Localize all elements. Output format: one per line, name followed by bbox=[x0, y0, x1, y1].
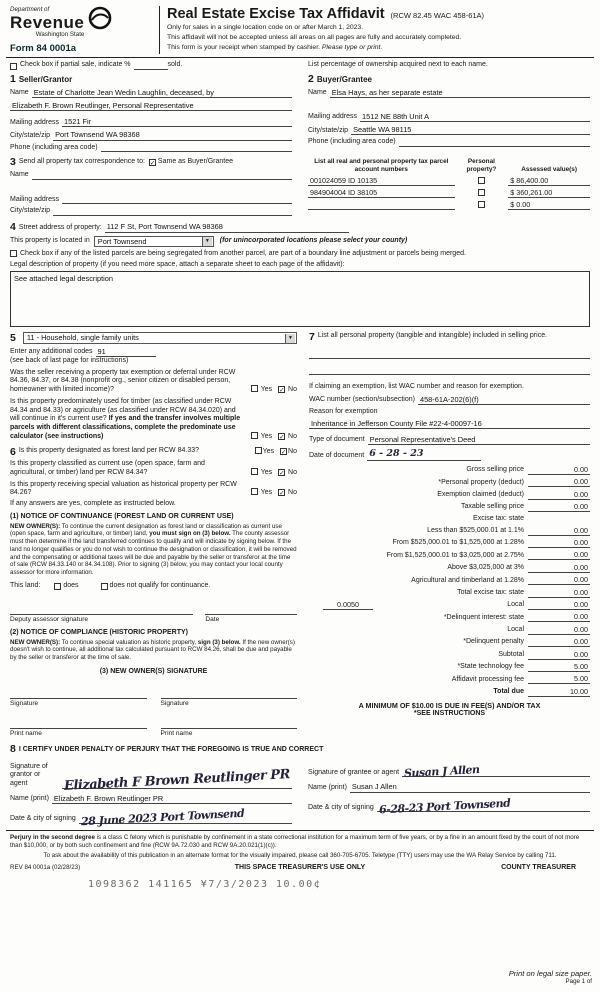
tax-label: *Delinquent interest: state bbox=[443, 613, 524, 621]
legal-description-value: See attached legal description bbox=[14, 274, 114, 284]
tax-line bbox=[309, 612, 590, 622]
date-of-document-field bbox=[367, 448, 480, 461]
additional-codes-label: Enter any additional codes bbox=[10, 348, 93, 356]
seller-name-label: Name bbox=[10, 89, 29, 97]
exemption-note: If claiming an exemption, list WAC number and reason for exemption. bbox=[309, 382, 524, 390]
parties-section bbox=[10, 74, 590, 152]
tax-label: From $1,525,000.01 to $3,025,000 at 2.75% bbox=[386, 551, 524, 559]
yes-checkbox[interactable] bbox=[251, 432, 258, 439]
form-header bbox=[10, 6, 590, 54]
correspondence-mailing-label: Mailing address bbox=[10, 195, 60, 203]
correspondence-city-label: City/state/zip bbox=[10, 207, 51, 215]
agency-state: Washington State bbox=[35, 30, 85, 38]
header-note-3b: Please type or print. bbox=[321, 43, 383, 51]
tax-line bbox=[309, 588, 590, 598]
tax-value: 0.00 bbox=[528, 600, 590, 610]
question-exemption bbox=[10, 369, 297, 395]
section-2-number: 2 bbox=[308, 73, 314, 86]
additional-codes-note: (see back of last page for instructions) bbox=[10, 356, 129, 364]
tax-value: 0.00 bbox=[528, 625, 590, 635]
tax-line bbox=[309, 477, 590, 487]
tax-line bbox=[309, 637, 590, 647]
does-label: does bbox=[63, 581, 79, 589]
alternate-format-note: To ask about the availability of this publication in an alternate format for the visually impaired, please call 360-705-6705. Teletype (TTY) users may use the WA Relay Service by calling 711. bbox=[43, 852, 557, 860]
section-7-header bbox=[309, 332, 590, 343]
yes-no-group bbox=[247, 468, 297, 478]
unincorporated-note: (for unincorporated locations please select your county) bbox=[219, 236, 408, 244]
tax-line-excise-header bbox=[309, 515, 590, 524]
grantee-signature-label: Signature of grantee or agent bbox=[308, 768, 400, 776]
segregated-label: Check box if any of the listed parcels are being segregated from another parcel, are part of a boundary line adjustment or parcels being merged. bbox=[20, 249, 466, 257]
see-instructions-note: *SEE INSTRUCTIONS bbox=[413, 709, 486, 717]
seller-block bbox=[10, 74, 292, 152]
tax-label: Gross selling price bbox=[466, 466, 524, 474]
no-label: No bbox=[288, 468, 297, 476]
question-current-use-text: Is this property classified as current use (open space, farm and agricultural, or timber) land per RCW 84.34? bbox=[10, 460, 205, 476]
yes-label: Yes bbox=[260, 489, 273, 497]
same-as-buyer-label: Same as Buyer/Grantee bbox=[157, 158, 234, 166]
seller-mailing-field: 1521 Fir bbox=[62, 117, 292, 127]
partial-sale-percent-field[interactable] bbox=[134, 62, 168, 70]
reason-for-exemption-field: Inheritance in Jefferson County File #22-4-00097-16 bbox=[309, 419, 590, 429]
no-label: No bbox=[288, 448, 297, 456]
header-note-2: This affidavit will not be accepted unless all areas on all pages are fully and accurately completed. bbox=[167, 33, 462, 41]
grantor-printname-field: Elizabeth F. Brown Reutlinger PR bbox=[52, 794, 292, 804]
question-historic bbox=[10, 481, 297, 499]
question-timber-plain: Is this property predominately used for timber (as classified under RCW 84.34 and 84.33) or agriculture (as classified under RCW 84.34.020) and will continue in it's current use? bbox=[10, 397, 236, 423]
notice-compliance-post: If the new owner(s) doesn't wish to continue, all additional tax calculated pursuant to RCW 84.26, shall be due and payable by the seller or transferor at the time of sale. bbox=[10, 638, 295, 662]
tax-label: *Delinquent penalty bbox=[463, 638, 524, 646]
minimum-due-note: A MINIMUM OF $10.00 IS DUE IN FEE(S) AND/OR TAX bbox=[358, 700, 541, 710]
tax-value: 0.00 bbox=[528, 637, 590, 647]
rcw-reference: (RCW 82.45 WAC 458-61A) bbox=[390, 11, 485, 20]
dept-line: Department of bbox=[10, 6, 50, 13]
tax-label: Agricultural and timberland at 1.28% bbox=[411, 576, 524, 584]
yes-no-group bbox=[247, 432, 297, 442]
type-of-document-field: Personal Representative's Deed bbox=[368, 435, 590, 445]
deputy-row bbox=[10, 603, 297, 624]
partial-sale-label: Check box if partial sale, indicate % bbox=[20, 61, 131, 69]
notice-continuance-bold: you must sign on (3) below. bbox=[149, 530, 231, 538]
buyer-phone-field bbox=[399, 139, 590, 147]
tax-value: 5.00 bbox=[528, 674, 590, 684]
correspondence-mailing-field bbox=[62, 196, 292, 204]
wac-number-label: WAC number (section/subsection) bbox=[309, 396, 415, 404]
buyer-heading: Buyer/Grantee bbox=[316, 74, 372, 84]
grantee-date-field[interactable] bbox=[377, 796, 590, 817]
wac-number-field: 458-61A-202(6)(f) bbox=[418, 395, 590, 405]
assessed-value: $ 0.00 bbox=[508, 198, 590, 210]
owner-printname-field[interactable] bbox=[161, 717, 298, 729]
does-checkbox[interactable] bbox=[54, 583, 61, 590]
deputy-signature-field[interactable] bbox=[10, 603, 193, 615]
reason-for-exemption-label: Reason for exemption bbox=[309, 407, 378, 415]
tax-label: Excise tax: state bbox=[473, 514, 524, 522]
section-6-number: 6 bbox=[10, 445, 16, 458]
grantor-signature-label: Signature of grantor or agent bbox=[10, 762, 48, 788]
property-section bbox=[10, 222, 590, 327]
grantor-date-label: Date & city of signing bbox=[10, 815, 76, 823]
mid-band bbox=[10, 332, 590, 738]
tax-value: 0.00 bbox=[528, 465, 590, 475]
parcel-table bbox=[308, 157, 590, 210]
section-8-number: 8 bbox=[10, 743, 16, 756]
buyer-name-field: Elsa Hays, as her separate estate bbox=[330, 88, 590, 98]
print-size-note: Print on legal size paper. bbox=[508, 968, 592, 978]
yes-checkbox[interactable] bbox=[255, 447, 262, 454]
buyer-block bbox=[308, 74, 590, 152]
personal-property-line[interactable] bbox=[309, 351, 590, 359]
seller-phone-field bbox=[101, 144, 292, 152]
local-rate-value: 0.0050 bbox=[323, 600, 373, 610]
correspondence-label: Send all property tax correspondence to: bbox=[18, 158, 145, 166]
certification-section bbox=[10, 743, 590, 829]
parcel-number bbox=[308, 198, 455, 210]
notice-compliance-title: (2) NOTICE OF COMPLIANCE (HISTORIC PROPERTY) bbox=[10, 628, 188, 636]
chevron-down-icon[interactable]: ▼ bbox=[202, 237, 212, 246]
buyer-phone-label: Phone (including area code) bbox=[308, 138, 396, 146]
page-title: Real Estate Excise Tax Affidavit bbox=[167, 6, 385, 22]
street-address-label: Street address of property: bbox=[18, 223, 102, 231]
notice-compliance-bold: sign (3) below. bbox=[197, 638, 241, 646]
buyer-name-label: Name bbox=[308, 89, 327, 97]
notice-continuance-body bbox=[10, 523, 297, 577]
question-forest-land-text: Is this property designated as forest land per RCW 84.33? bbox=[18, 446, 199, 454]
this-land-label: This land: bbox=[10, 581, 41, 589]
yes-label: Yes bbox=[262, 448, 275, 456]
certify-statement: I CERTIFY UNDER PENALTY OF PERJURY THAT THE FOREGOING IS TRUE AND CORRECT bbox=[18, 745, 324, 753]
question-timber bbox=[10, 398, 297, 442]
tax-value: 0.00 bbox=[528, 650, 590, 660]
grantee-signature-block bbox=[308, 757, 590, 824]
personal-property-line[interactable] bbox=[309, 367, 590, 375]
parcel-number: 001024059 ID 10135 bbox=[308, 174, 455, 186]
cashier-stamp: 1098362 141165 ¥7/3/2023 10.00¢ bbox=[88, 878, 322, 890]
does-not-checkbox[interactable] bbox=[101, 583, 108, 590]
date-of-document-handwritten: 6 - 28 - 23 bbox=[369, 448, 424, 460]
parcel-row bbox=[308, 186, 590, 198]
header-divider bbox=[159, 6, 160, 54]
notice-compliance-pre: To continue special valuation as historic property, bbox=[60, 638, 198, 646]
section-7-number: 7 bbox=[309, 331, 315, 344]
new-owners-label: NEW OWNER(S): bbox=[10, 638, 61, 646]
parcel-row bbox=[308, 174, 590, 186]
bottom-right-notes bbox=[509, 969, 592, 986]
tax-line bbox=[309, 625, 590, 635]
county-select[interactable] bbox=[94, 236, 214, 247]
personal-property-checkbox[interactable] bbox=[478, 201, 485, 208]
no-checkbox[interactable]: ✓ bbox=[279, 387, 285, 395]
grantee-signature-handwritten: Susan J Allen bbox=[403, 762, 480, 780]
yes-label: Yes bbox=[260, 468, 273, 476]
no-checkbox[interactable]: ✓ bbox=[281, 449, 287, 457]
tax-label: Total due bbox=[493, 688, 524, 696]
located-in-label: This property is located in bbox=[10, 236, 90, 244]
question-forest-land bbox=[10, 447, 297, 458]
tax-label: Subtotal bbox=[498, 650, 524, 658]
tax-line bbox=[309, 550, 590, 560]
grantor-signature-handwritten: Elizabeth F Brown Reutlinger PR bbox=[63, 766, 291, 794]
new-owners-signature-title: (3) NEW OWNER(S) SIGNATURE bbox=[99, 667, 208, 675]
tax-line bbox=[309, 538, 590, 548]
tax-label: From $525,000.01 to $1,525,000 at 1.28% bbox=[392, 539, 524, 547]
tax-label: Local bbox=[507, 601, 524, 609]
land-qualify-row bbox=[10, 582, 297, 591]
tax-line bbox=[309, 650, 590, 660]
no-label: No bbox=[288, 386, 297, 394]
notice-continuance-pre: To continue the current designation as forest land or classification as current use (open space, farm and agriculture, or timber) land, bbox=[10, 522, 282, 538]
tax-value: 0.00 bbox=[528, 490, 590, 500]
tax-line bbox=[309, 662, 590, 672]
left-column bbox=[10, 332, 297, 738]
tax-value: 10.00 bbox=[528, 687, 590, 697]
tax-line bbox=[309, 490, 590, 500]
perjury-bold: Perjury in the second degree bbox=[10, 833, 95, 841]
tax-line bbox=[309, 674, 590, 684]
question-exemption-text: Was the seller receiving a property tax exemption or deferral under RCW 84.36, 84.37, or 84.38 (nonprofit org., senior citizen or disabled person, homeowner with limited income)? bbox=[10, 368, 236, 394]
header-note-3 bbox=[167, 44, 590, 52]
street-address-field: 112 F St, Port Townsend WA 98368 bbox=[105, 222, 350, 232]
assessed-value: $ 86,400.00 bbox=[508, 174, 590, 186]
right-column bbox=[309, 332, 590, 738]
partial-sale-checkbox[interactable] bbox=[10, 63, 17, 70]
grantee-date-handwritten: 6-28-23 Port Townsend bbox=[378, 796, 511, 817]
tax-value: 0.00 bbox=[528, 502, 590, 512]
yes-checkbox[interactable] bbox=[251, 468, 258, 475]
grantee-date-label: Date & city of signing bbox=[308, 803, 374, 811]
parcel-col-header: List all real and personal property tax parcel account numbers bbox=[314, 158, 449, 173]
no-checkbox[interactable]: ✓ bbox=[279, 469, 285, 477]
tax-value: 0.00 bbox=[528, 588, 590, 598]
no-label: No bbox=[288, 489, 297, 497]
perjury-note bbox=[10, 834, 590, 850]
date-of-document-label: Date of document bbox=[309, 452, 365, 460]
seller-name-field: Estate of Charlotte Jean Wedin Laughlin, deceased, by bbox=[32, 88, 292, 98]
owner-signature-row bbox=[10, 687, 297, 708]
seller-name-field-2: Elizabeth F. Brown Reutlinger, Personal Representative bbox=[10, 101, 292, 111]
assessed-value: $ 360,261.00 bbox=[508, 186, 590, 198]
tax-label: Less than $525,000.01 at 1.1% bbox=[427, 526, 524, 534]
tax-label: Taxable selling price bbox=[460, 503, 524, 511]
question-timber-text bbox=[10, 398, 244, 442]
partial-sale-row bbox=[10, 61, 590, 70]
tax-label: Affidavit processing fee bbox=[451, 675, 524, 683]
seller-mailing-label: Mailing address bbox=[10, 118, 60, 126]
answers-note: If any answers are yes, complete as instructed below. bbox=[10, 500, 176, 508]
buyer-mailing-field: 1512 NE 88th Unit A bbox=[360, 112, 590, 122]
tax-value: 0.00 bbox=[528, 550, 590, 560]
yes-label: Yes bbox=[260, 432, 273, 440]
correspondence-block bbox=[10, 157, 292, 216]
legal-description-label: Legal description of property (if you need more space, attach a separate sheet to each page of the affidavit): bbox=[10, 260, 345, 268]
tax-line bbox=[309, 575, 590, 585]
header-rule bbox=[6, 57, 594, 58]
rev-number: REV 84 0001a (02/28/23) bbox=[10, 864, 81, 872]
question-timber-bold: If yes and the transfer involves multiple parcels with different classifications, complete the predominate use calculator (see instructions) bbox=[10, 415, 241, 440]
grantee-signature-field[interactable] bbox=[402, 763, 590, 778]
yes-label: Yes bbox=[260, 386, 273, 394]
new-owners-label: NEW OWNER(S): bbox=[10, 522, 61, 530]
no-label: No bbox=[288, 432, 297, 440]
section-4-number: 4 bbox=[10, 221, 16, 234]
segregated-checkbox[interactable] bbox=[10, 250, 17, 257]
yes-checkbox[interactable] bbox=[251, 385, 258, 392]
sold-label: sold. bbox=[167, 61, 183, 69]
grantee-printname-label: Name (print) bbox=[308, 783, 347, 791]
yes-checkbox[interactable] bbox=[251, 488, 258, 495]
grantor-signature-field[interactable] bbox=[62, 766, 292, 794]
buyer-mailing-label: Mailing address bbox=[308, 113, 358, 121]
land-use-code-value: 11 - Household, single family units bbox=[26, 333, 139, 343]
tax-line-total bbox=[309, 687, 590, 697]
tax-value: 0.00 bbox=[528, 538, 590, 548]
tax-computation bbox=[309, 465, 590, 697]
owner-printname-row bbox=[10, 717, 297, 738]
tax-line bbox=[309, 465, 590, 475]
additional-codes-field: 91 bbox=[96, 347, 156, 357]
land-use-code-select[interactable] bbox=[23, 332, 297, 343]
question-historic-text: Is this property receiving special valuation as historical property per RCW 84.26? bbox=[10, 480, 237, 497]
type-of-document-label: Type of document bbox=[309, 436, 365, 444]
deputy-date-field[interactable] bbox=[205, 603, 297, 615]
seller-city-label: City/state/zip bbox=[10, 131, 51, 139]
header-note-3a: This form is your receipt when stamped by cashier. bbox=[167, 43, 322, 51]
tax-label: *State technology fee bbox=[457, 663, 524, 671]
title-block bbox=[167, 6, 590, 54]
notice-continuance-post: The county assessor must then determine if the land transferred continues to qualify and will indicate by signing below. If the land no longer qualifies or you do not wish to continue the designation or classification, it will be removed and the compensating or additional taxes will be due and payable by the seller or transferor at the time of sale (RCW 84.33.140 or 84.34.108). Prior to signing (3) below, you may contact your local county assessor for more information. bbox=[10, 530, 297, 577]
section-3-number: 3 bbox=[10, 156, 16, 169]
seller-phone-label: Phone (including area code) bbox=[10, 143, 98, 151]
yes-no-group bbox=[247, 488, 297, 498]
parcel-row bbox=[308, 198, 590, 210]
correspondence-name-field bbox=[32, 172, 292, 180]
tax-label: Total excise tax: state bbox=[457, 588, 524, 596]
seller-city-field: Port Townsend WA 98368 bbox=[53, 130, 292, 140]
print-name-label: Print name bbox=[160, 729, 193, 737]
legal-description-box[interactable] bbox=[10, 271, 590, 327]
grantor-signature-block bbox=[10, 757, 292, 829]
agency-block bbox=[10, 6, 152, 54]
owner-printname-field[interactable] bbox=[10, 717, 147, 729]
correspondence-and-parcels bbox=[10, 157, 590, 216]
personal-property-col-header: Personal property? bbox=[466, 158, 497, 173]
same-as-buyer-checkbox[interactable]: ✓ bbox=[149, 160, 156, 168]
ownership-note: List percentage of ownership acquired next to each name. bbox=[308, 61, 488, 69]
tax-line-local bbox=[309, 600, 590, 610]
chevron-down-icon[interactable]: ▼ bbox=[285, 334, 295, 343]
footer-row bbox=[10, 864, 590, 873]
tax-value: 0.00 bbox=[528, 477, 590, 487]
page-number: Page 1 of bbox=[565, 978, 592, 986]
tax-value: 0.00 bbox=[528, 612, 590, 622]
notice-compliance-body bbox=[10, 639, 297, 662]
yes-no-group bbox=[247, 385, 297, 395]
seller-heading: Seller/Grantor bbox=[18, 74, 73, 84]
grantee-printname-field: Susan J Allen bbox=[350, 782, 590, 792]
signature-label: Signature bbox=[160, 699, 189, 707]
print-name-label: Print name bbox=[10, 729, 42, 737]
tax-label: Exemption claimed (deduct) bbox=[437, 491, 524, 499]
personal-property-checkbox[interactable] bbox=[478, 189, 485, 196]
perjury-rule bbox=[6, 830, 594, 831]
tax-label: Above $3,025,000 at 3% bbox=[447, 564, 524, 572]
grantor-date-handwritten: 28 June 2023 Port Townsend bbox=[80, 806, 245, 829]
deputy-date-label: Date bbox=[205, 615, 220, 623]
notice-continuance-title: (1) NOTICE OF CONTINUANCE (FOREST LAND OR CURRENT USE) bbox=[10, 512, 234, 520]
tax-line bbox=[309, 502, 590, 512]
form-number: Form 84 0001a bbox=[10, 42, 77, 54]
tax-value: 0.00 bbox=[528, 575, 590, 585]
correspondence-name-label: Name bbox=[10, 170, 29, 178]
revenue-logo bbox=[88, 6, 112, 30]
buyer-city-label: City/state/zip bbox=[308, 126, 349, 134]
personal-property-checkbox[interactable] bbox=[478, 177, 485, 184]
header-note-1: Only for sales in a single location code on or after March 1, 2023. bbox=[167, 23, 364, 31]
signature-label: Signature bbox=[10, 699, 39, 707]
county-select-value: Port Townsend bbox=[97, 236, 147, 246]
tax-value: 0.00 bbox=[528, 563, 590, 573]
tax-label: Local bbox=[507, 626, 524, 634]
grantor-printname-label: Name (print) bbox=[10, 795, 49, 803]
does-not-label: does not qualify for continuance. bbox=[109, 581, 211, 589]
county-treasurer-label: COUNTY TREASURER bbox=[501, 864, 576, 872]
question-current-use bbox=[10, 460, 297, 478]
grantor-date-field[interactable] bbox=[79, 806, 292, 829]
section-1-number: 1 bbox=[10, 73, 16, 86]
parcel-number: 984904004 ID 38105 bbox=[308, 186, 455, 198]
agency-name: Revenue bbox=[10, 12, 85, 32]
owner-signature-field[interactable] bbox=[10, 687, 147, 699]
tax-value: 0.00 bbox=[528, 526, 590, 536]
no-checkbox[interactable]: ✓ bbox=[279, 433, 285, 441]
yes-no-group bbox=[251, 447, 297, 457]
personal-property-list-label: List all personal property (tangible and intangible) included in selling price. bbox=[317, 332, 548, 340]
assessed-value-col-header: Assessed value(s) bbox=[521, 165, 577, 173]
deputy-signature-label: Deputy assessor signature bbox=[10, 615, 89, 623]
owner-signature-field[interactable] bbox=[161, 687, 298, 699]
tax-value: 5.00 bbox=[528, 662, 590, 672]
no-checkbox[interactable]: ✓ bbox=[279, 490, 285, 498]
section-5-number: 5 bbox=[10, 331, 16, 344]
correspondence-city-field bbox=[53, 208, 292, 216]
buyer-city-field: Seattle WA 98115 bbox=[351, 125, 590, 135]
tax-label: *Personal property (deduct) bbox=[438, 478, 524, 486]
tax-line bbox=[309, 526, 590, 536]
tax-line bbox=[309, 563, 590, 573]
treasurer-space-label: THIS SPACE TREASURER'S USE ONLY bbox=[234, 864, 366, 872]
parcel-table-block bbox=[308, 157, 590, 216]
perjury-rest: is a class C felony which is punishable by confinement in a state correctional institution for a maximum term of five years, or by a fine in an amount fixed by the court of not more than $10,000, or by both such confinement and fine (RCW 9A.72.030 and RCW 9A.20.021(1)(c)). bbox=[10, 833, 580, 849]
